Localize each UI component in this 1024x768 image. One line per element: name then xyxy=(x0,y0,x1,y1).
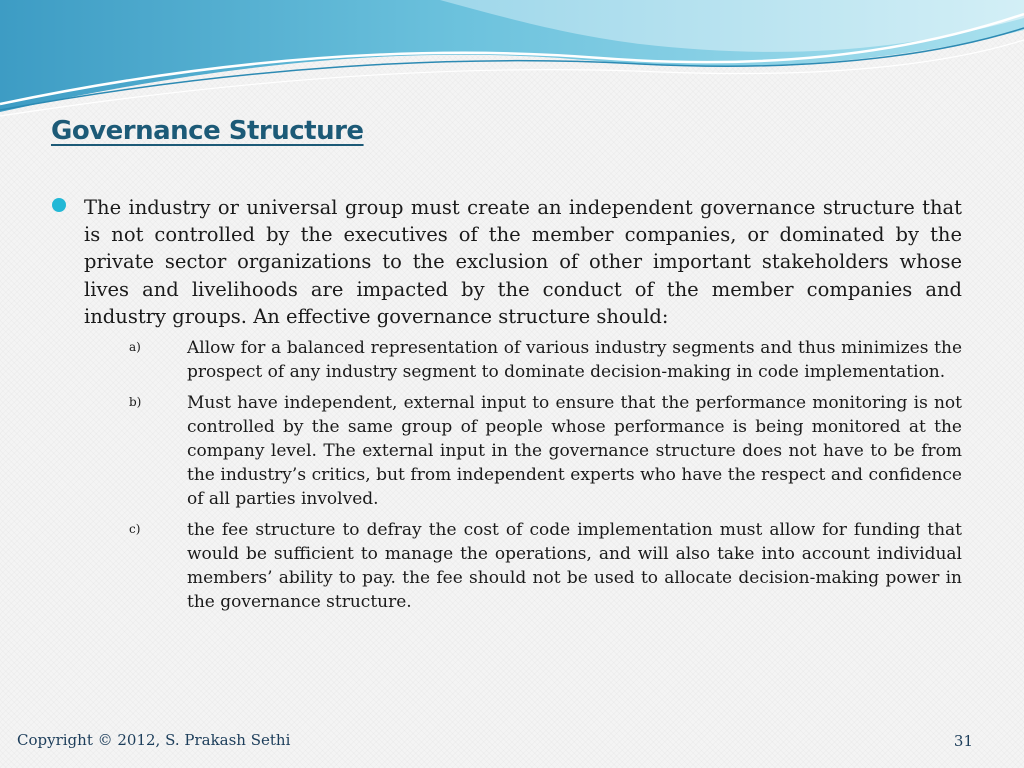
main-bullet-text: The industry or universal group must create an independent governance structure that is not controlled by the executives of the member companies, or dominated by the private sector organizations to the exclusion of other important stakeholders whose lives and livelihoods are impacted by the conduct of the member companies and industry groups. An effective governance structure should: xyxy=(84,196,962,328)
sub-item-marker: a) xyxy=(129,340,141,355)
slide-content xyxy=(52,194,962,621)
sub-item-text: Must have independent, external input to ensure that the performance monitoring is not controlled by the same group of people whose performance is being monitored at the company level. The external input in the governance structure does not have to be from the industry’s critics, but from independent experts who have the respect and confidence of all parties involved. xyxy=(187,393,962,510)
main-bullet-item xyxy=(52,194,962,614)
sub-item-marker: b) xyxy=(129,395,142,410)
sub-item-marker: c) xyxy=(129,522,141,537)
bullet-icon xyxy=(52,198,66,212)
header-wave-decoration xyxy=(0,0,1024,120)
sub-item-a xyxy=(129,336,962,384)
sub-list xyxy=(84,336,962,614)
sub-item-text: Allow for a balanced representation of various industry segments and thus minimizes the prospect of any industry segment to dominate decision-making in code implementation. xyxy=(187,338,962,383)
sub-item-c xyxy=(129,518,962,614)
page-title: Governance Structure xyxy=(51,116,364,146)
sub-item-text: the fee structure to defray the cost of code implementation must allow for funding that would be sufficient to manage the operations, and will also take into account individual members’ ability to pay. the fee should not be used to allocate decision-making power in the governance structure. xyxy=(187,520,962,613)
footer-copyright: Copyright © 2012, S. Prakash Sethi xyxy=(17,731,291,749)
page-number: 31 xyxy=(953,732,973,750)
sub-item-b xyxy=(129,391,962,511)
